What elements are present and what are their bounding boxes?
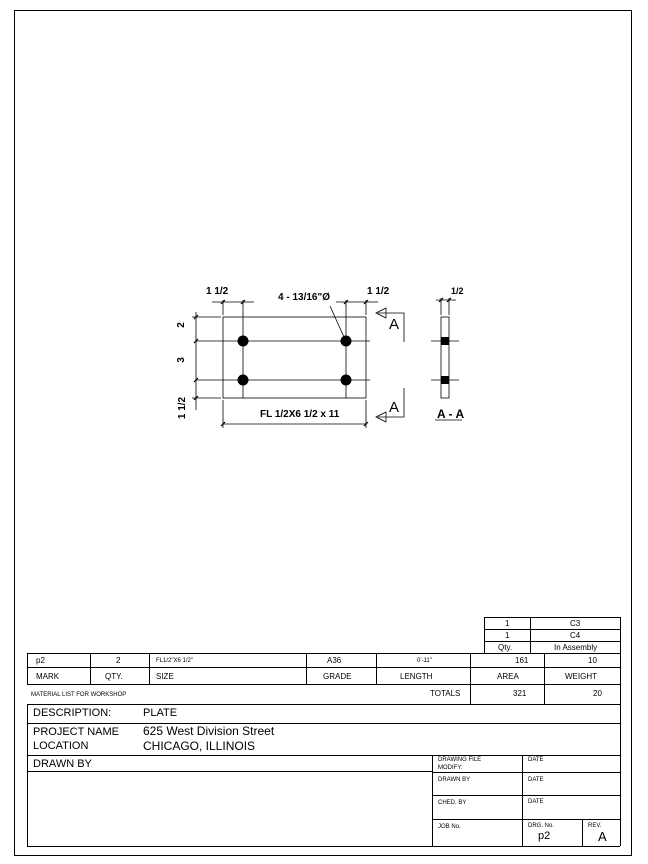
bolt-hole [238, 375, 249, 386]
bolt-hole [238, 336, 249, 347]
row-weight: 10 [588, 656, 597, 665]
drawn-by-label: DRAWN BY [33, 758, 92, 770]
section-marker-top: A [389, 316, 400, 333]
drawing-file-label: DRAWING FILE [438, 757, 482, 763]
date-label: DATE [528, 777, 544, 783]
description-value: PLATE [143, 707, 178, 719]
material-list-title: MATERIAL LIST FOR WORKSHOP [31, 692, 127, 698]
hole-leader [330, 306, 344, 337]
section-hole [441, 376, 449, 384]
assembly-qty: 1 [505, 619, 510, 628]
hole-callout: 4 - 13/16"Ø [278, 292, 330, 303]
side-dimension-middle: 3 [175, 357, 187, 363]
bolt-hole [341, 375, 352, 386]
location-value: CHICAGO, ILLINOIS [143, 739, 256, 753]
drawn-by-small-label: DRAWN BY [438, 777, 471, 783]
date-label: DATE [528, 757, 544, 763]
drg-no-label: DRG. No. [528, 823, 555, 829]
assembly-qty: 1 [505, 631, 510, 640]
header-grade: GRADE [323, 672, 352, 681]
header-length: LENGTH [400, 672, 433, 681]
row-size: FL1/2"X6 1/2" [156, 658, 193, 664]
date-label: DATE [528, 799, 544, 805]
header-mark: MARK [36, 672, 60, 681]
header-weight: WEIGHT [565, 672, 597, 681]
job-no-label: JOB No. [438, 824, 461, 830]
top-left-dimension: 1 1/2 [206, 286, 229, 297]
modify-label: MODIFY: [438, 765, 463, 771]
totals-label: TOTALS [430, 689, 461, 698]
totals-area: 321 [513, 689, 527, 698]
plate-label: FL 1/2X6 1/2 x 11 [260, 409, 340, 420]
section-hole [441, 337, 449, 345]
section-marker-bottom: A [389, 399, 400, 416]
row-length: 0'-11" [417, 658, 432, 664]
drg-no-value: p2 [538, 830, 551, 842]
assembly-qty-header: Qty. [498, 643, 513, 652]
top-right-dimension: 1 1/2 [367, 286, 390, 297]
rev-label: REV. [588, 823, 602, 829]
plate-outline [223, 317, 366, 398]
section-view-label: A - A [437, 407, 465, 421]
totals-weight: 20 [593, 689, 602, 698]
assembly-mark: C4 [570, 631, 581, 640]
side-dimension-bottom: 1 1/2 [177, 396, 189, 420]
row-qty: 2 [116, 656, 121, 665]
project-name-label: PROJECT NAME [33, 726, 119, 738]
row-mark: p2 [36, 656, 45, 665]
project-name-value: 625 West Division Street [143, 724, 275, 738]
description-label: DESCRIPTION: [33, 707, 112, 719]
row-area: 161 [515, 656, 529, 665]
location-label: LOCATION [33, 740, 89, 752]
rev-value: A [598, 829, 607, 844]
header-area: AREA [497, 672, 519, 681]
checked-by-label: CHED. BY [438, 800, 467, 806]
assembly-in-assembly-header: In Assembly [554, 643, 598, 652]
assembly-mark: C3 [570, 619, 581, 628]
bolt-hole [341, 336, 352, 347]
header-size: SIZE [156, 672, 174, 681]
section-thickness-dimension: 1/2 [451, 286, 464, 296]
row-grade: A36 [327, 656, 342, 665]
side-dimension-top: 2 [175, 322, 187, 328]
section-plate-outline [441, 317, 449, 398]
header-qty: QTY. [105, 672, 123, 681]
